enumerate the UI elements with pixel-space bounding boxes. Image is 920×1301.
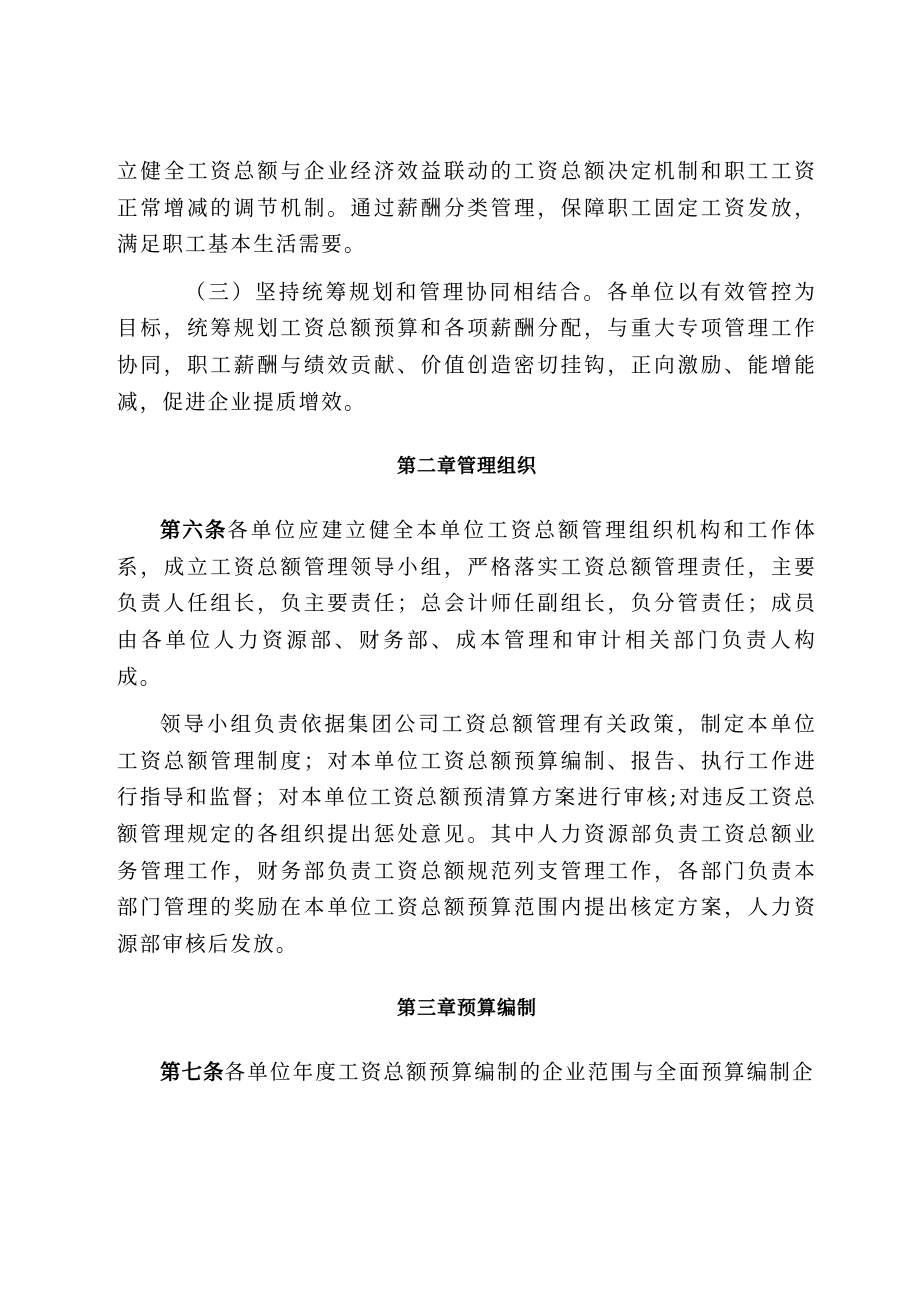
paragraph-principle-three: （三）坚持统筹规划和管理协同相结合。各单位以有效管控为目标，统筹规划工资总额预算和各项薪酬分配，与重大专项管理工作协同，职工薪酬与绩效贡献、价值创造密切挂钩，正向激励、能增能减，促进企业提质增效。 [117, 279, 817, 414]
spacer [117, 263, 817, 274]
chapter-three-heading: 第三章预算编制 [396, 997, 537, 1020]
article-seven-text: 各单位年度工资总额预算编制的企业范围与全面预算编制企 [224, 1060, 815, 1085]
spacer [117, 484, 817, 512]
article-seven [117, 1054, 817, 1091]
spacer [117, 695, 817, 706]
article-six-label: 第六条 [160, 518, 228, 543]
paragraph-leadership-group: 领导小组负责依据集团公司工资总额管理有关政策，制定本单位工资总额管理制度；对本单位工资总额预算编制、报告、执行工作进行指导和监督；对本单位工资总额预清算方案进行审核;对违反工资总额管理规定的各组织提出惩处意见。其中人力资源部负责工资总额业务管理工作，财务部负责工资总额规范列支管理工作，各部门负责本部门管理的奖励在本单位工资总额预算范围内提出核定方案，人力资源部审核后发放。 [117, 712, 817, 956]
article-six [117, 512, 817, 695]
spacer [117, 1026, 817, 1054]
paragraph-continuation: 立健全工资总额与企业经济效益联动的工资总额决定机制和职工工资正常增减的调节机制。通过薪酬分类管理，保障职工固定工资发放，满足职工基本生活需要。 [117, 159, 817, 257]
spacer [117, 420, 817, 448]
article-seven-label: 第七条 [160, 1060, 225, 1085]
chapter-two-heading: 第二章管理组织 [396, 455, 537, 478]
spacer [117, 962, 817, 990]
document-page [117, 153, 817, 1091]
article-six-text: 各单位应建立健全本单位工资总额管理组织机构和工作体系，成立工资总额管理领导小组，严格落实工资总额管理责任，主要负责人任组长，负主要责任；总会计师任副组长，负分管责任；成员由各单位人力资源部、财务部、成本管理和审计相关部门负责人构成。 [117, 518, 818, 689]
